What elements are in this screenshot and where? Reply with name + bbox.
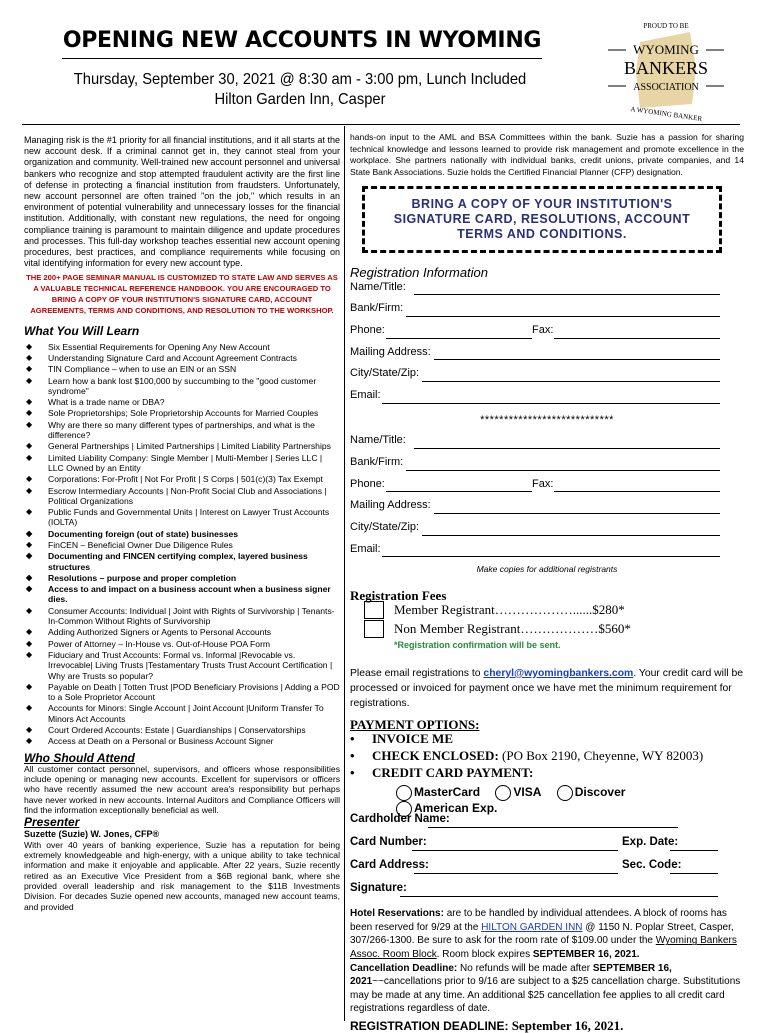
member-fee-option[interactable]: Member Registrant………………......$280* xyxy=(350,601,744,618)
title-underline xyxy=(62,58,542,59)
presenter-heading: Presenter xyxy=(24,815,80,830)
email-field[interactable]: Email: xyxy=(350,387,744,409)
learn-item: ◆ Corporations: For-Profit | Not For Profit | S Corps | 501(c)(3) Tax Exempt xyxy=(24,474,340,484)
learn-item: ◆ Payable on Death | Totten Trust |POD Beneficiary Provisions | Adding a POD to a Sole Proprietor Account xyxy=(24,682,340,703)
who-heading: Who Should Attend xyxy=(24,750,135,765)
signature-field[interactable]: Signature: xyxy=(350,880,744,903)
learn-item: ◆ Public Funds and Governmental Units | Interest on Lawyer Trust Accounts (IOLTA) xyxy=(24,507,340,528)
event-date-time: Thursday, September 30, 2021 @ 8:30 am - 3:00 pm, Lunch Included xyxy=(73,71,527,88)
learn-heading: What You Will Learn xyxy=(24,324,140,339)
fees-heading: Registration Fees xyxy=(350,587,447,603)
learn-item: ◆ TIN Compliance – when to use an EIN or an SSN xyxy=(24,364,340,374)
presenter-bio-continued: hands-on input to the AML and BSA Committees within the bank. Suzie has a passion for sharing technical knowledge and lessons learned to provide risk management and promote excellence in the workplace. She partners nationally with individual banks, credit unions, private companies, and 14 State Bank Associations. Suzie holds the Certified Financial Planner (CFP) designation. xyxy=(350,132,744,177)
card-type-options xyxy=(396,785,744,816)
learn-item: ◆ Access at Death on a Personal or Business Account Signer xyxy=(24,736,340,746)
bank-firm-field[interactable]: Bank/Firm: xyxy=(350,300,744,322)
learn-item: ◆ Court Ordered Accounts: Estate | Guardianships | Conservatorships xyxy=(24,725,340,735)
learn-item: ◆ Resolutions – purpose and proper completion xyxy=(24,573,340,583)
learn-item: ◆ General Partnerships | Limited Partnerships | Limited Liability Partnerships xyxy=(24,441,340,451)
presenter-bio: With over 40 years of banking experience, Suzie has a reputation for being extremely knowledgeable and high-energy, with a unique ability to take technical information and make it enjoyable and applicable. After 22 years, Suzie recently retired as an Executive Vice President from a $6B regional bank, where she provided overall leadership and risk management to the $11B Investments Division. For decades Suzie opened new accounts, managed new account teams, and provided xyxy=(24,839,340,912)
learn-item: ◆ FinCEN – Beneficial Owner Due Diligence Rules xyxy=(24,540,340,550)
learn-item: ◆ Power of Attorney – In-House vs. Out-of-House POA Form xyxy=(24,639,340,649)
bring-copy-notice: BRING A COPY OF YOUR INSTITUTION'S SIGNATURE CARD, RESOLUTIONS, ACCOUNT TERMS AND CONDITIONS. xyxy=(362,186,722,253)
city-state-zip-field[interactable]: City/State/Zip: xyxy=(350,365,744,387)
svg-text:WYOMING: WYOMING xyxy=(633,42,699,57)
phone-fax-field-2[interactable]: Phone: Fax: xyxy=(350,476,744,498)
learn-item: ◆ Access to and impact on a business account when a business signer dies. xyxy=(24,584,340,605)
header-divider xyxy=(22,124,740,125)
learn-item: ◆ What is a trade name or DBA? xyxy=(24,397,340,407)
nonmember-fee-option[interactable]: Non Member Registrant………………$560* xyxy=(350,620,744,637)
registration-deadline: REGISTRATION DEADLINE: September 16, 2021. xyxy=(350,1018,624,1033)
learn-item: ◆ Adding Authorized Signers or Agents to Personal Accounts xyxy=(24,627,340,637)
payment-heading: PAYMENT OPTIONS: xyxy=(350,716,480,732)
visa-option[interactable]: VISA xyxy=(495,785,541,801)
learn-item: ◆ Documenting foreign (out of state) businesses xyxy=(24,529,340,539)
hotel-info: Hotel Reservations: are to be handled by individual attendees. A block of rooms has been reserved for 9/29 at the HILTON GARDEN INN @ 1150 N. Poplar Street, Casper, 307/266-1300. Be sure to ask for the room rate of $109.00 under the Wyoming Bankers Assoc. Room Block. Room block expires SEPTEMBER 16, 2021. Cancellation Deadline: No refunds will be made after SEPTEMBER 16, 2021~~cancellations prior to 9/16 are subject to a $25 cancellation charge. Substitutions may be made at any time. An additional $25 cancellation fee applies to all credit card registrations regardless of date. xyxy=(350,908,741,1015)
amex-option[interactable]: American Exp. xyxy=(396,801,497,817)
learn-item: ◆ Consumer Accounts: Individual | Joint with Rights of Survivorship | Tenants-In-Common Without Rights of Survivorship xyxy=(24,606,340,627)
mailing-address-field-2[interactable]: Mailing Address: xyxy=(350,497,744,519)
column-divider xyxy=(344,126,345,1021)
left-column xyxy=(24,135,340,912)
confirmation-note: *Registration confirmation will be sent. xyxy=(394,640,561,651)
nonmember-checkbox[interactable] xyxy=(364,620,384,638)
city-state-zip-field-2[interactable]: City/State/Zip: xyxy=(350,519,744,541)
phone-fax-field[interactable]: Phone: Fax: xyxy=(350,322,744,344)
discover-option[interactable]: Discover xyxy=(557,785,626,801)
presenter-name: Suzette (Suzie) W. Jones, CFP® xyxy=(24,828,160,839)
right-column xyxy=(350,132,744,1033)
learn-item: ◆ Limited Liability Company: Single Member | Multi-Member | Series LLC | LLC Owned by an Entity xyxy=(24,453,340,474)
learn-item: ◆ Understanding Signature Card and Account Agreement Contracts xyxy=(24,353,340,363)
check-option[interactable]: • CHECK ENCLOSED: (PO Box 2190, Cheyenne, WY 82003) xyxy=(350,748,704,764)
member-checkbox[interactable] xyxy=(364,601,384,619)
intro-paragraph: Managing risk is the #1 priority for all financial institutions, and it all starts at the new account desk. If a criminal cannot get in, they cannot steal from your organization and community. Well-trained new account personnel and universal bankers who recognize and stop attempted fraudulent activity are the first line of defense in protecting a financial institution from fraudsters. Unfortunately, new account personnel are often trained "on the job," which results in an environment of potential vulnerability and unnecessary losses for the financial institution. Additionally, with constant new regulations, the need for ongoing compliance training is paramount to maintain diligence and update procedures and processes. This full-day workshop teaches essential new account opening procedures, best practices, and compliance requirements while focusing on vital identifying information for every new account type. xyxy=(24,135,340,269)
learn-item: ◆ Escrow Intermediary Accounts | Non-Profit Social Club and Associations | Political Organizations xyxy=(24,486,340,507)
learn-list xyxy=(24,342,340,747)
invoice-option[interactable]: • INVOICE ME xyxy=(350,731,453,747)
registration-heading: Registration Information xyxy=(350,265,489,280)
make-copies-note: Make copies for additional registrants xyxy=(476,564,618,575)
email-field-2[interactable]: Email: xyxy=(350,541,744,563)
event-details xyxy=(61,70,539,110)
wyoming-bankers-logo xyxy=(600,12,732,132)
learn-item: ◆ Fiduciary and Trust Accounts: Formal vs. Informal |Revocable vs. Irrevocable| Living Trusts |Testamentary Trusts Trust Account Certification | Why are Trusts so popular? xyxy=(24,650,340,681)
manual-note: THE 200+ PAGE SEMINAR MANUAL IS CUSTOMIZED TO STATE LAW AND SERVES AS A VALUABLE TECHNICAL REFERENCE HANDBOOK. YOU ARE ENCOURAGED TO BRING A COPY OF YOUR INSTITUTION'S SIGNATURE CARD, ACCOUNT AGREEMENTS, TERMS AND CONDITIONS, AND RESOLUTION TO THE WORKSHOP. xyxy=(26,273,338,316)
mailing-address-field[interactable]: Mailing Address: xyxy=(350,344,744,366)
mastercard-option[interactable]: MasterCard xyxy=(396,785,480,801)
learn-item: ◆ Sole Proprietorships; Sole Proprietorship Accounts for Married Couples xyxy=(24,408,340,418)
credit-card-option[interactable]: • CREDIT CARD PAYMENT: xyxy=(350,765,534,781)
svg-text:PROUD TO BE: PROUD TO BE xyxy=(643,22,689,30)
learn-item: ◆ Six Essential Requirements for Opening Any New Account xyxy=(24,342,340,352)
card-address-field[interactable]: Card Address: Sec. Code: xyxy=(350,857,744,880)
learn-item: ◆ Why are there so many different types of partnerships, and what is the difference? xyxy=(24,420,340,441)
cardholder-name-field[interactable]: Cardholder Name: xyxy=(350,811,744,834)
registration-email-link[interactable]: cheryl@wyomingbankers.com xyxy=(483,667,634,679)
who-paragraph: All customer contact personnel, supervisors, and officers whose responsibilities include opening or managing new accounts. Excellent for supervisors or officers who have recently assumed the new account area's responsibility but perhaps have never worked in new accounts. Internal Auditors and Compliance Officers will find the information exceptionally beneficial as well. xyxy=(24,763,340,816)
svg-text:ASSOCIATION: ASSOCIATION xyxy=(633,82,699,93)
hotel-link[interactable]: HILTON GARDEN INN xyxy=(481,921,583,933)
learn-item: ◆ Accounts for Minors: Single Account | Joint Account |Uniform Transfer To Minors Act Accounts xyxy=(24,703,340,724)
name-title-field[interactable]: Name/Title: xyxy=(350,279,744,301)
learn-item: ◆ Documenting and FINCEN certifying complex, layered business structures xyxy=(24,551,340,572)
email-instructions: Please email registrations to cheryl@wyomingbankers.com. Your credit card will be processed or invoiced for payment once we have met the minimum requirement for registrations. xyxy=(350,667,744,709)
page-title: OPENING NEW ACCOUNTS IN WYOMING xyxy=(62,28,542,53)
event-location: Hilton Garden Inn, Casper xyxy=(214,91,386,108)
bank-firm-field-2[interactable]: Bank/Firm: xyxy=(350,454,744,476)
name-title-field-2[interactable]: Name/Title: xyxy=(350,432,744,454)
learn-item: ◆ Learn how a bank lost $100,000 by succumbing to the "good customer syndrome" xyxy=(24,376,340,397)
svg-text:BANKERS: BANKERS xyxy=(623,58,709,78)
separator-stars: **************************** xyxy=(480,413,614,426)
svg-text:A WYOMING BANKER: A WYOMING BANKER xyxy=(629,105,703,124)
card-number-field[interactable]: Card Number: Exp. Date: xyxy=(350,834,744,857)
